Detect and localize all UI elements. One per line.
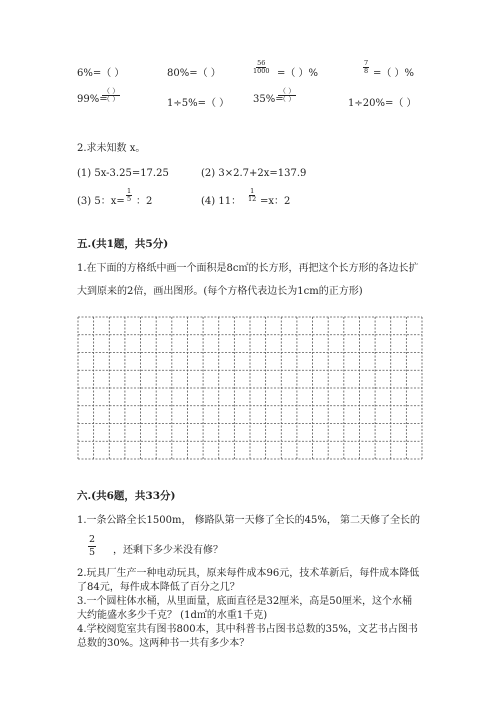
blank-7-8-percent: =（ ）%: [373, 68, 415, 79]
blank-56-1000-percent: =（ ）%: [277, 68, 319, 79]
fraction-numerator: 1: [250, 187, 255, 195]
fraction-1-5: [126, 188, 132, 203]
fraction-56-1000: [253, 60, 270, 75]
section-6-question-3-line-2: 大约能盛水多少千克？ (1d㎡的水重1千克): [77, 610, 268, 621]
question-2-title: 2.求未知数 x。: [77, 143, 146, 154]
section-6-question-3-line-1: 3.一个圆柱体水桶，从里面量，底面直径是32厘米，高是50厘米，这个水桶: [77, 596, 412, 607]
equation-4-left: (4) 11：: [201, 196, 242, 207]
section-6-question-4-line-2: 总数的30%。这两种书一共有多少本？: [77, 638, 250, 649]
fraction-numerator: 1: [127, 187, 132, 195]
section-6-question-2-line-1: 2.玩具厂生产一种电动玩具，原来每件成本96元，技术革新后，每件成本降低: [77, 568, 420, 579]
equation-3-right: ：2: [136, 196, 153, 207]
fraction-7-8: [363, 60, 369, 75]
square-grid[interactable]: [77, 316, 423, 460]
fraction-denominator: 8: [364, 67, 369, 75]
fraction-blank-99: [102, 88, 120, 103]
fraction-numerator: 2: [89, 534, 96, 545]
equation-1: (1) 5x-3.25=17.25: [77, 168, 169, 179]
blank-1-div-5-percent: 1÷5%=（ ）: [167, 98, 230, 109]
section-6-question-1-rest: ，还剩下多少米没有修？: [113, 545, 223, 556]
blank-6-percent: 6%=（ ）: [77, 68, 125, 79]
fraction-denominator: 1000: [253, 67, 270, 75]
fraction-denominator: 5: [127, 195, 132, 203]
fraction-denominator: 5: [89, 547, 96, 558]
fraction-numerator: 56: [257, 59, 266, 67]
label-99-percent: 99%=: [77, 94, 108, 105]
fraction-denominator: （ ）: [279, 95, 296, 103]
fraction-denominator: （ ）: [103, 95, 120, 103]
section-5-title: 五.(共1题，共5分): [77, 238, 169, 250]
fraction-denominator: 12: [248, 195, 257, 203]
section-6-question-2-line-2: 了84元，每件成本降低了百分之几？: [77, 582, 240, 593]
equation-4-right: =x：2: [260, 196, 291, 207]
section-6-question-4-line-1: 4.学校阅览室共有图书800本，其中科普书占图书总数的35%，文艺书占图书: [77, 624, 418, 635]
label-35-percent: 35%=: [253, 94, 284, 105]
fraction-numerator: （ ）: [103, 87, 120, 95]
blank-1-div-20-percent: 1÷20%=（ ）: [348, 98, 417, 109]
fraction-numerator: （ ）: [279, 87, 296, 95]
fraction-1-12: [248, 188, 256, 203]
section-5-question-line-2: 大到原来的2倍，画出图形。(每个方格代表边长为1cm的正方形): [77, 286, 363, 297]
section-6-question-1: 1.一条公路全长1500m， 修路队第一天修了全长的45%， 第二天修了全长的: [77, 515, 421, 526]
equation-3-left: (3) 5：x=: [77, 196, 125, 207]
section-5-question-line-1: 1.在下面的方格纸中画一个面积是8c㎡的长方形，再把这个长方形的各边长扩: [77, 263, 419, 274]
blank-80-percent: 80%=（ ）: [167, 68, 221, 79]
fraction-numerator: 7: [364, 59, 369, 67]
equation-2: (2) 3×2.7+2x=137.9: [201, 168, 307, 179]
section-6-title: 六.(共6题，共33分): [77, 490, 176, 502]
fraction-blank-35: [278, 88, 296, 103]
fraction-2-5: [88, 534, 96, 559]
